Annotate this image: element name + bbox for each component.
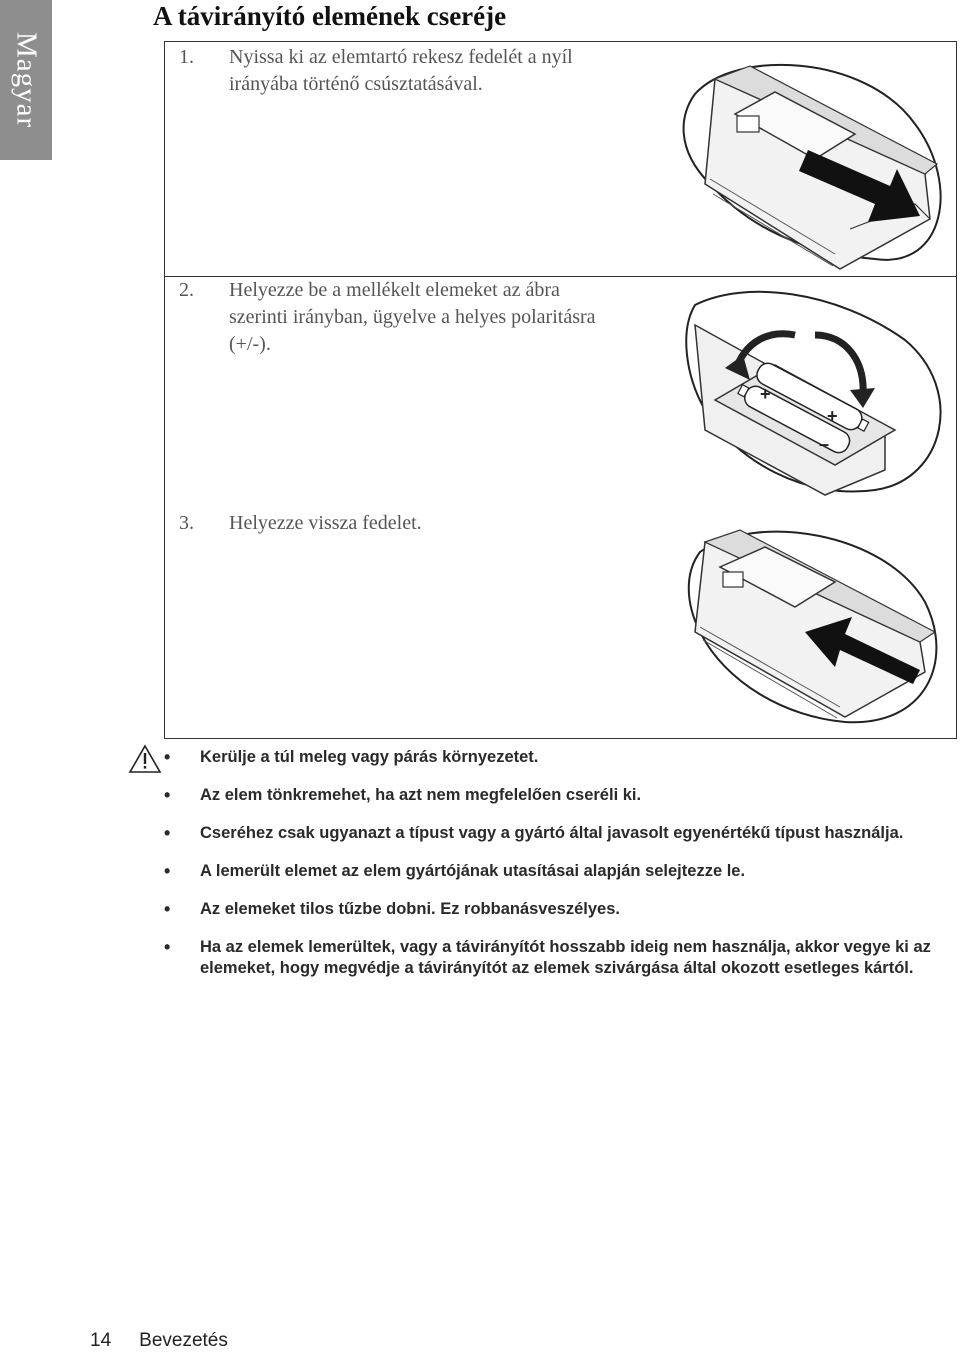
page-footer bbox=[90, 1330, 228, 1352]
note-item: • A lemerült elemet az elem gyártójának utasításai alapján selejtezze le. bbox=[164, 861, 960, 882]
step-1 bbox=[179, 44, 609, 98]
page-number: 14 bbox=[90, 1330, 112, 1351]
remote-open-cover-illustration bbox=[675, 54, 955, 274]
step-3 bbox=[179, 510, 609, 537]
note-item: • Az elemeket tilos tűzbe dobni. Ez robbanásveszélyes. bbox=[164, 899, 960, 920]
language-tab-label: Magyar bbox=[10, 31, 43, 129]
plus-sign-label-2: + bbox=[827, 406, 838, 426]
note-item: • Kerülje a túl meleg vagy párás környezetet. bbox=[164, 747, 960, 768]
language-tab bbox=[0, 0, 52, 160]
page-title: A távirányító elemének cseréje bbox=[153, 1, 507, 31]
note-list bbox=[164, 747, 960, 979]
section-name: Bevezetés bbox=[139, 1330, 228, 1351]
plus-sign-label: + bbox=[760, 384, 771, 404]
note-item: • Az elem tönkremehet, ha azt nem megfelelően cseréli ki. bbox=[164, 785, 960, 806]
note-item: • Ha az elemek lemerültek, vagy a távirányítót hosszabb ideig nem használja, akkor vegye ki az elemeket, hogy megvédje a távirányítót az elemek szivárgása által okozott esetleges kártól. bbox=[164, 937, 960, 979]
steps-box bbox=[164, 41, 957, 739]
step-2-text: Helyezze be a mellékelt elemeket az ábra szerinti irányban, ügyelve a helyes polaritásra (+/-). bbox=[229, 279, 596, 355]
note-item: • Cseréhez csak ugyanazt a típust vagy a gyártó által javasolt egyenértékű típust használja. bbox=[164, 823, 960, 844]
step-2 bbox=[179, 277, 609, 358]
remote-close-cover-illustration bbox=[685, 522, 945, 727]
step-2-number: 2. bbox=[179, 279, 194, 301]
step-1-text: Nyissa ki az elemtartó rekesz fedelét a nyíl irányába történő csúsztatásával. bbox=[229, 46, 573, 95]
step-1-number: 1. bbox=[179, 46, 194, 68]
step-3-text: Helyezze vissza fedelet. bbox=[229, 512, 422, 534]
battery-insert-illustration bbox=[685, 290, 955, 500]
step-3-number: 3. bbox=[179, 512, 194, 534]
warning-triangle-icon bbox=[128, 744, 162, 774]
minus-sign-label: – bbox=[819, 434, 830, 454]
